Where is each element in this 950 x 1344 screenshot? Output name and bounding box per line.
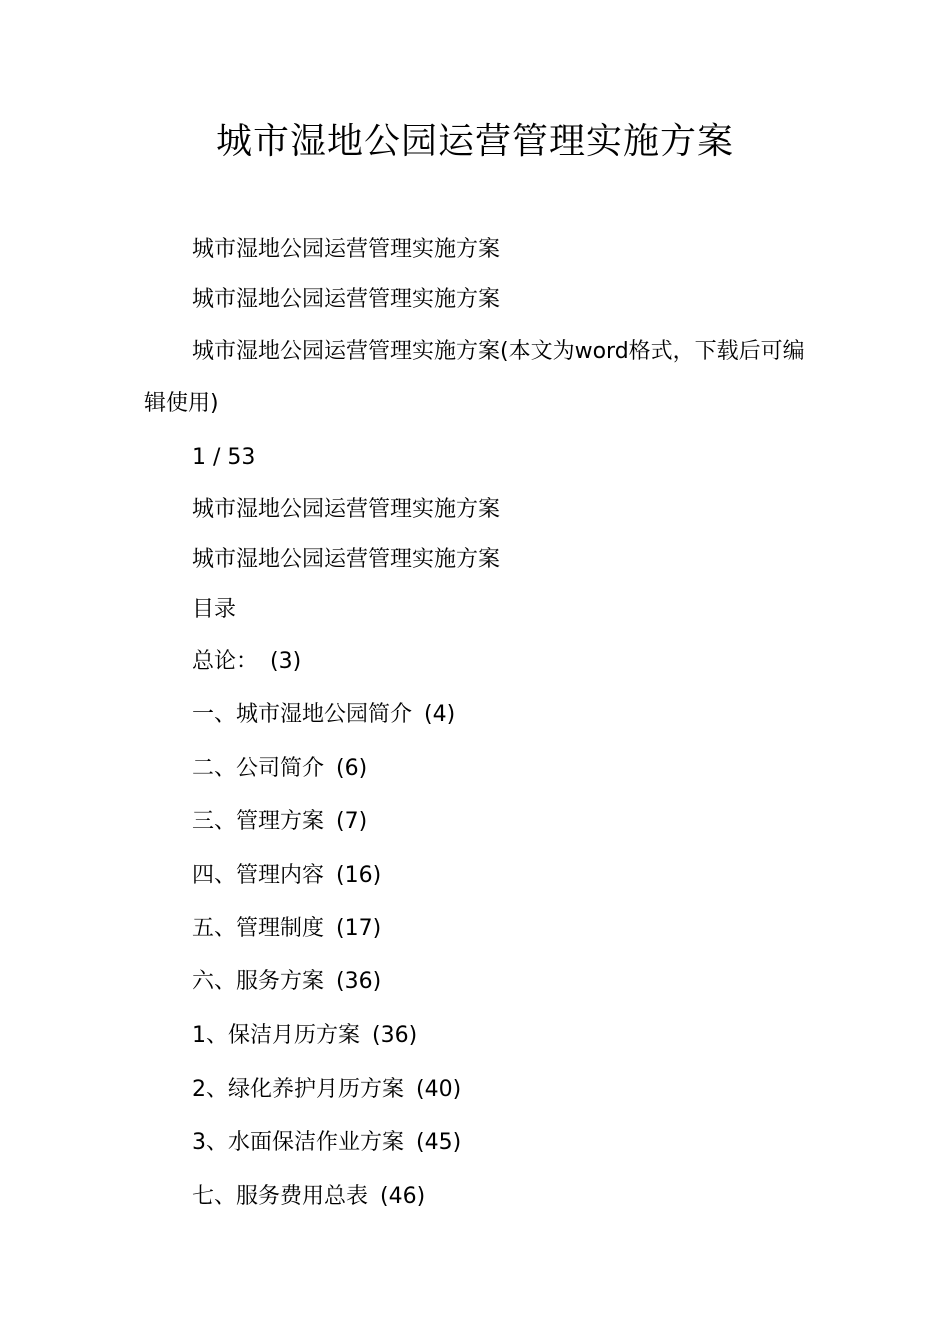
toc-item-page: (46): [380, 1184, 426, 1209]
repeat-line-2: 城市湿地公园运营管理实施方案: [192, 547, 501, 572]
toc-item-page: (40): [416, 1077, 462, 1102]
toc-item: [192, 807, 367, 837]
toc-item: [192, 754, 367, 784]
toc-item-page: (7): [336, 809, 368, 834]
toc-item-label: 一、城市湿地公园简介: [192, 702, 413, 727]
toc-item-label: 1、保洁月历方案: [192, 1023, 360, 1048]
toc-item: [192, 1128, 461, 1158]
toc-item-label: 五、管理制度: [192, 916, 325, 941]
toc-item: [192, 967, 381, 997]
toc-item-label: 二、公司简介: [192, 756, 325, 781]
toc-item-label: 三、管理方案: [192, 809, 325, 834]
toc-item-page: (36): [336, 969, 382, 994]
page-indicator: 1 / 53: [192, 445, 256, 470]
document-title: 城市湿地公园运营管理实施方案: [215, 121, 734, 162]
toc-item-page: (16): [336, 863, 382, 888]
toc-item-label: 2、绿化养护月历方案: [192, 1077, 404, 1102]
toc-item-label: 总论：: [192, 649, 259, 674]
toc-item-page: (4): [424, 702, 456, 727]
toc-item: [192, 1182, 425, 1212]
toc-item-label: 六、服务方案: [192, 969, 325, 994]
intro-line-2: 城市湿地公园运营管理实施方案: [192, 287, 501, 312]
toc-item-label: 3、水面保洁作业方案: [192, 1130, 404, 1155]
repeat-line-1: 城市湿地公园运营管理实施方案: [192, 497, 501, 522]
toc-item: [192, 700, 455, 730]
intro-line-1: 城市湿地公园运营管理实施方案: [192, 237, 501, 262]
toc-item-label: 七、服务费用总表: [192, 1184, 369, 1209]
toc-item: [192, 1075, 461, 1105]
toc-heading: 目录: [192, 597, 237, 622]
toc-item: [192, 914, 381, 944]
toc-item-page: (6): [336, 756, 368, 781]
toc-item: [192, 861, 381, 891]
note-paragraph: 城市湿地公园运营管理实施方案(本文为word格式，下载后可编辑使用): [144, 339, 805, 416]
toc-item-label: 四、管理内容: [192, 863, 325, 888]
toc-item-page: (3): [270, 649, 302, 674]
toc-item-page: (36): [372, 1023, 418, 1048]
toc-item: [192, 647, 301, 677]
toc-item-page: (17): [336, 916, 382, 941]
toc-item: [192, 1021, 417, 1051]
toc-item-page: (45): [416, 1130, 462, 1155]
